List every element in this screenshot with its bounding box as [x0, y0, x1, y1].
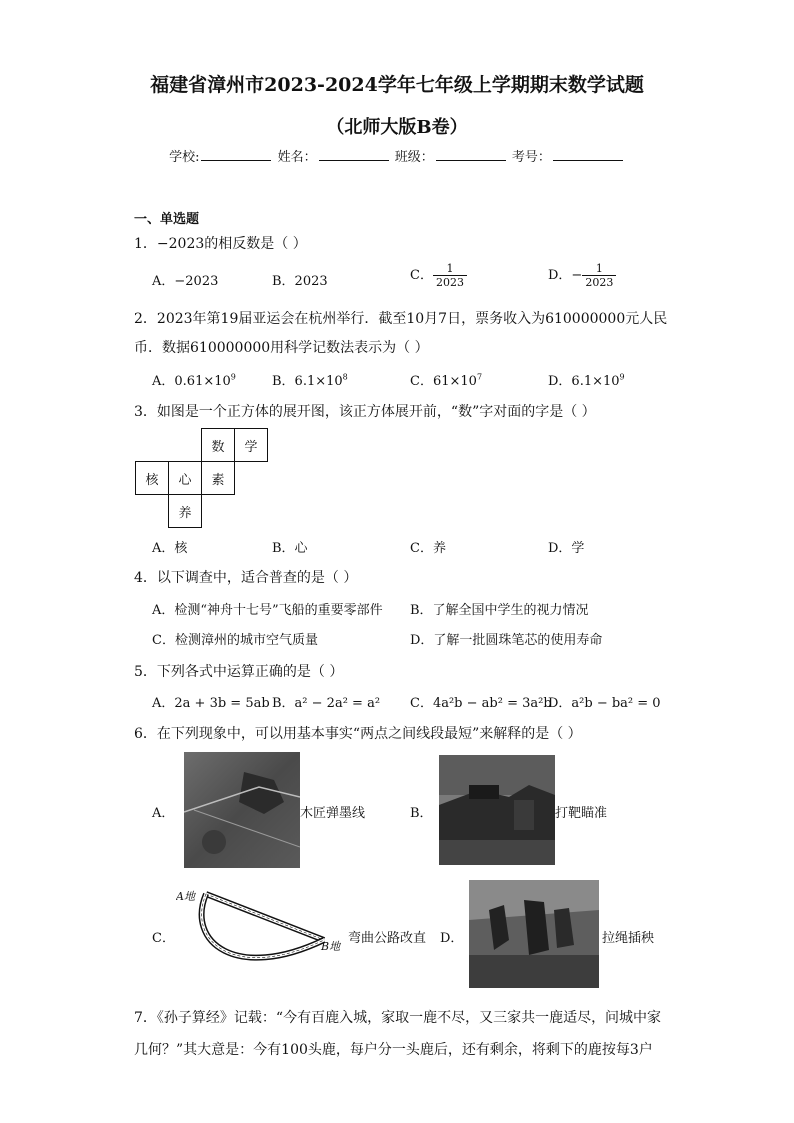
- q6-option-c-text: 弯曲公路改直: [348, 931, 427, 946]
- q4-option-c: C．检测漳州的城市空气质量: [152, 633, 318, 648]
- net-cell-shu: 数: [202, 429, 235, 462]
- exam-no-blank: [553, 148, 623, 161]
- q2-b-base: B．6.1×10: [272, 374, 343, 389]
- name-label: 姓名：: [277, 150, 317, 165]
- road-diagram: [176, 882, 348, 978]
- q2-option-d: [548, 370, 625, 389]
- shooting-image: [439, 755, 555, 865]
- rice-planting-photo: [469, 880, 599, 988]
- ink-line-photo: [184, 752, 300, 868]
- page-subtitle: （北师大版B卷）: [326, 117, 468, 138]
- q2-option-b: [272, 370, 348, 389]
- q3-option-a: A．核: [152, 541, 188, 556]
- net-empty: [136, 429, 169, 462]
- q3-option-d: D．学: [548, 541, 585, 556]
- exam-no-label: 考号：: [511, 150, 551, 165]
- cube-net: [135, 428, 268, 528]
- section-heading: 一、单选题: [134, 212, 200, 227]
- q6-option-a-label: A．: [152, 806, 175, 821]
- net-empty: [136, 495, 169, 528]
- net-cell-xin: 心: [169, 462, 202, 495]
- q6-option-d-text: 拉绳插秧: [602, 931, 655, 946]
- q3-option-c: C．养: [410, 541, 446, 556]
- road-point-b: B地: [321, 940, 341, 953]
- net-empty: [235, 462, 268, 495]
- name-blank: [319, 148, 389, 161]
- q2-c-exp: 7: [476, 372, 483, 382]
- q7-line1: 7．《孙子算经》记载：“今有百鹿入城，家取一鹿不尽，又三家共一鹿适尽，问城中家: [134, 1010, 662, 1026]
- q5-stem: 5．下列各式中运算正确的是（ ）: [134, 664, 344, 680]
- q1-option-b: B．2023: [272, 274, 328, 289]
- q1-c-denominator: 2023: [435, 276, 464, 289]
- q3-stem: 3．如图是一个正方体的展开图，该正方体展开前，“数”字对面的字是（ ）: [134, 404, 596, 420]
- road-diagram-image: [176, 882, 348, 978]
- q1-option-d: [548, 262, 616, 289]
- q4-option-b: B．了解全国中学生的视力情况: [410, 603, 589, 618]
- q4-option-d: D．了解一批圆珠笔芯的使用寿命: [410, 633, 603, 648]
- q2-line1: 2．2023年第19届亚运会在杭州举行．截至10月7日，票务收入为610000000元人民: [134, 311, 668, 327]
- net-empty: [235, 495, 268, 528]
- q1-c-numerator: 1: [433, 262, 467, 276]
- q3-option-b: B．心: [272, 541, 308, 556]
- q6-option-a-text: 木匠弹墨线: [300, 806, 366, 821]
- q1-option-a: A．−2023: [152, 274, 219, 289]
- shooting-photo: [439, 755, 555, 865]
- page-title: 福建省漳州市2023-2024学年七年级上学期期末数学试题: [150, 74, 644, 96]
- q2-d-base: D．6.1×10: [548, 374, 620, 389]
- q2-a-base: A．0.61×10: [152, 374, 231, 389]
- q4-option-a: A．检测“神舟十七号”飞船的重要零部件: [152, 603, 383, 618]
- q4-stem: 4．以下调查中，适合普查的是（ ）: [134, 570, 358, 586]
- q1-option-d-label: D．−: [548, 268, 583, 283]
- q1-stem: 1．−2023的相反数是（ ）: [134, 236, 307, 252]
- net-empty: [169, 429, 202, 462]
- q2-b-exp: 8: [342, 372, 348, 382]
- road-point-a: A地: [176, 890, 195, 903]
- class-blank: [436, 148, 506, 161]
- q2-line2: 币．数据610000000用科学记数法表示为（ ）: [134, 340, 429, 356]
- q2-a-exp: 9: [230, 372, 236, 382]
- rice-planting-image: [469, 880, 599, 988]
- q1-d-numerator: 1: [582, 262, 616, 276]
- q1-option-d-fraction: [582, 262, 616, 289]
- q6-option-d-label: D．: [440, 931, 464, 946]
- student-info: [0, 146, 794, 165]
- q6-option-c-label: C．: [152, 931, 175, 946]
- school-label: 学校:: [169, 150, 200, 165]
- q6-stem: 6．在下列现象中，可以用基本事实“两点之间线段最短”来解释的是（ ）: [134, 726, 582, 742]
- q2-option-c: [410, 370, 482, 389]
- ink-line-image: [184, 752, 300, 868]
- net-empty: [202, 495, 235, 528]
- class-label: 班级：: [394, 150, 434, 165]
- q6-option-b-text: 打靶瞄准: [555, 806, 608, 821]
- q1-option-c-fraction: [433, 262, 467, 289]
- q5-option-a: A．2a + 3b = 5ab: [152, 696, 270, 711]
- net-cell-he: 核: [136, 462, 169, 495]
- q1-d-denominator: 2023: [585, 276, 614, 289]
- q2-c-base: C．61×10: [410, 374, 477, 389]
- q5-option-b: B．a² − 2a² = a²: [272, 696, 381, 711]
- q7-line2: 几何？”其大意是：今有100头鹿，每户分一头鹿后，还有剩余，将剩下的鹿按每3户: [134, 1042, 653, 1058]
- net-cell-su: 素: [202, 462, 235, 495]
- q6-option-b-label: B．: [410, 806, 433, 821]
- q2-d-exp: 9: [619, 372, 625, 382]
- net-cell-xue: 学: [235, 429, 268, 462]
- q1-option-c-label: C．: [410, 268, 433, 283]
- q5-option-c: C．4a²b − ab² = 3a²b: [410, 696, 552, 711]
- q5-option-d: D．a²b − ba² = 0: [548, 696, 661, 711]
- q1-option-c: [410, 262, 467, 289]
- q2-option-a: [152, 370, 236, 389]
- school-blank: [201, 148, 271, 161]
- net-cell-yang: 养: [169, 495, 202, 528]
